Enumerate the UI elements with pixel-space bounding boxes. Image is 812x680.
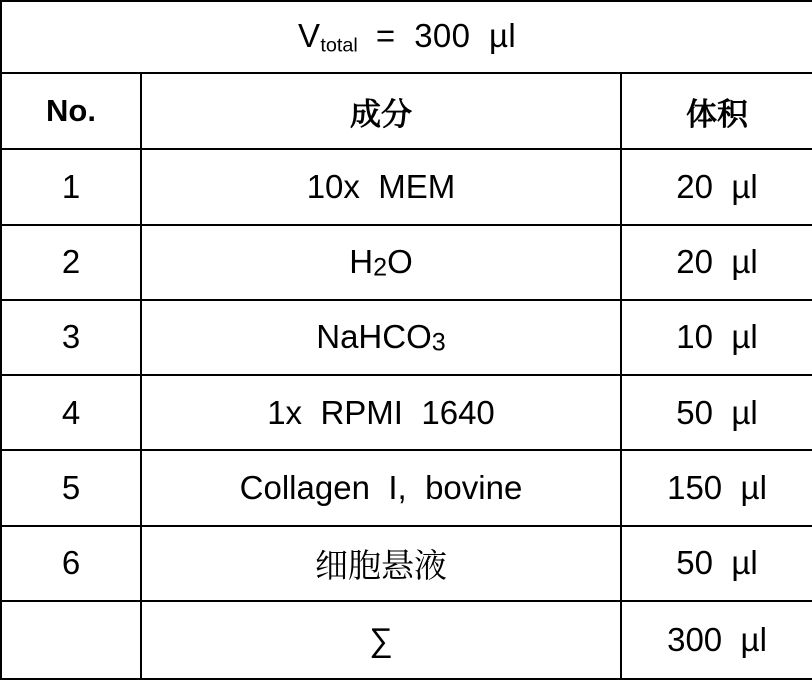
- column-header-volume: 体积: [621, 73, 812, 149]
- formula-base: H: [349, 242, 374, 280]
- table-row: [1, 225, 812, 300]
- row-number-cell: 3: [1, 300, 141, 375]
- component-cell: [141, 225, 621, 300]
- table-title-row: [1, 1, 812, 73]
- volume-cell: 10 µl: [621, 300, 812, 375]
- column-header-row: [1, 73, 812, 149]
- row-number-cell: 1: [1, 149, 141, 224]
- table-row: [1, 375, 812, 450]
- component-cell: 1x RPMI 1640: [141, 375, 621, 450]
- table-row: [1, 450, 812, 525]
- total-row-empty-cell: [1, 601, 141, 679]
- component-cell: Collagen I, bovine: [141, 450, 621, 525]
- volume-equation: = 300 µl: [375, 16, 517, 54]
- row-number-cell: 5: [1, 450, 141, 525]
- volume-variable-subscript: total: [320, 34, 358, 57]
- total-row: [1, 601, 812, 679]
- volume-variable: V: [298, 16, 321, 54]
- component-cell: 细胞悬液: [141, 526, 621, 601]
- formula-rest: O: [387, 242, 413, 280]
- component-cell: 10x MEM: [141, 149, 621, 224]
- volume-cell: 20 µl: [621, 149, 812, 224]
- volume-cell: 20 µl: [621, 225, 812, 300]
- row-number-cell: 6: [1, 526, 141, 601]
- sum-symbol: ∑: [141, 601, 621, 679]
- table-row: [1, 149, 812, 224]
- component-cell: [141, 300, 621, 375]
- volume-cell: 50 µl: [621, 526, 812, 601]
- volume-cell: 150 µl: [621, 450, 812, 525]
- row-number-cell: 2: [1, 225, 141, 300]
- table-row: [1, 526, 812, 601]
- formula-subscript: 3: [431, 328, 446, 357]
- column-header-no: No.: [1, 73, 141, 149]
- formula-subscript: 2: [373, 253, 388, 281]
- total-volume-header: [1, 1, 812, 73]
- total-volume-value: 300 µl: [621, 601, 812, 679]
- volume-cell: 50 µl: [621, 375, 812, 450]
- table-row: [1, 300, 812, 375]
- column-header-component: 成分: [141, 73, 621, 149]
- row-number-cell: 4: [1, 375, 141, 450]
- formula-base: NaHCO: [316, 317, 432, 355]
